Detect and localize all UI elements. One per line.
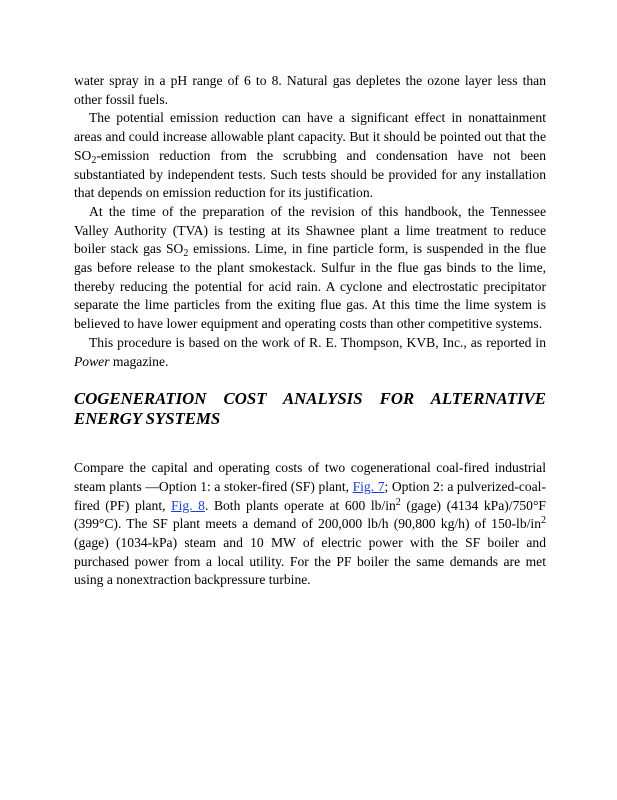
paragraph-cogeneration-compare (74, 459, 546, 590)
text-span: magazine. (109, 353, 169, 369)
text-span: -emission reduction from the scrubbing and condensation have not been substantiated by independent tests. Such tests should be provided for any installation that depends on emission reduction for its justification. (74, 147, 546, 201)
fig-8-link[interactable]: Fig. 8 (171, 497, 205, 513)
spacer (74, 429, 546, 459)
text-span: emissions. Lime, in fine particle form, is suspended in the flue gas before release to the plant smokestack. Sulfur in the flue gas binds to the lime, thereby reducing the potential for acid rain. A cyclone and electrostatic precipitator separate the lime particles from the exiting flue gas. At this time the lime system is believed to have lower equipment and operating costs than other competitive systems. (74, 241, 546, 332)
text-span: This procedure is based on the work of R. E. Thompson, KVB, Inc., as reported in (89, 334, 546, 350)
paragraph-emission-reduction (74, 109, 546, 203)
paragraph-source-credit (74, 334, 546, 371)
subscript: 2 (183, 248, 189, 260)
text-span: Compare the capital and operating costs of two cogenerational coal-fired industrial steam plants —Option 1: a stoker-fired (SF) plant, (74, 460, 546, 494)
text-span: The potential emission reduction can have a significant effect in nonattainment areas and could increase allowable plant capacity. But it should be pointed out that the SO (74, 110, 546, 163)
superscript: 2 (395, 496, 401, 508)
text-span: . Both plants operate at 600 lb/in (204, 497, 396, 513)
superscript: 2 (541, 515, 546, 527)
text-span: At the time of the preparation of the revision of this handbook, the Tennessee Valley Authority (TVA) is testing at its Shawnee plant a lime treatment to reduce boiler stack gas SO (74, 203, 546, 257)
fig-7-link[interactable]: Fig. 7 (352, 478, 385, 494)
magazine-title: Power (74, 353, 110, 369)
paragraph-ozone: water spray in a pH range of 6 to 8. Natural gas depletes the ozone layer less than other fossil fuels. (74, 73, 546, 107)
text-span: (gage) (1034-kPa) steam and 10 MW of electric power with the SF boiler and purchased power from a local utility. For the PF boiler the same demands are met using a nonextraction backpressure turbine. (74, 535, 546, 588)
document-page (74, 72, 546, 590)
text-span: ; Option 2: a pulverized-coal-fired (PF) plant, (74, 478, 546, 513)
text-span: (gage) (4134 kPa)/750°F (399°C). The SF plant meets a demand of 200,000 lb/h (90,800 kg/h) of 150-lb/in (74, 497, 546, 532)
subscript: 2 (91, 154, 97, 166)
section-heading: COGENERATION COST ANALYSIS FOR ALTERNATIVE ENERGY SYSTEMS (74, 389, 546, 429)
paragraph-tva-lime (74, 203, 546, 334)
